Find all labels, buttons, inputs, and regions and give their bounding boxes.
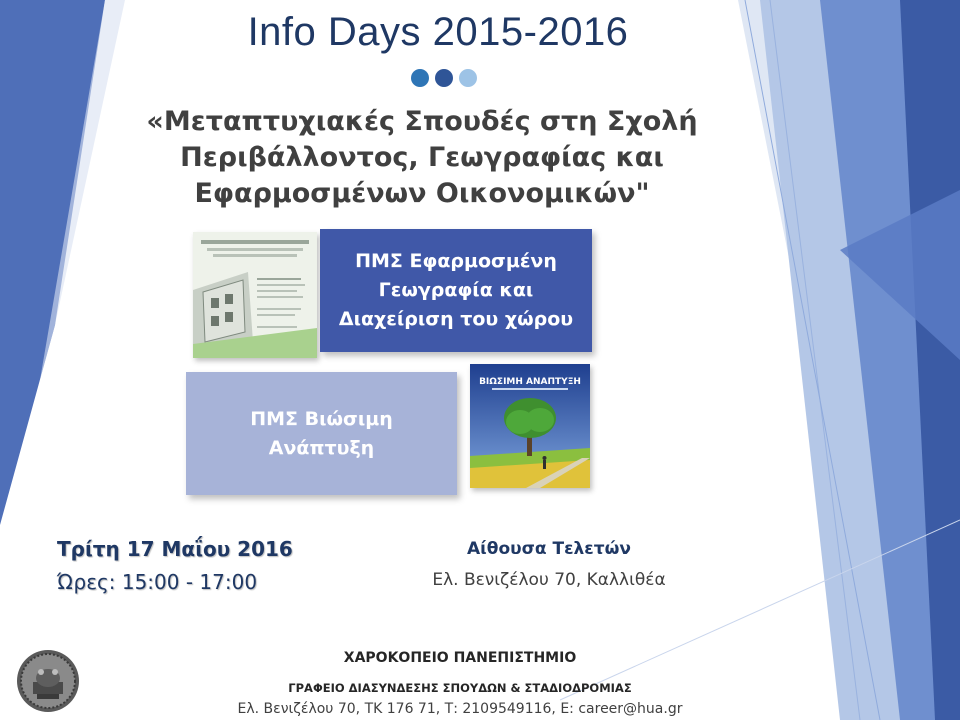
dot-3 <box>459 69 477 87</box>
dot-1 <box>411 69 429 87</box>
program-1-line-2: Γεωγραφία και <box>378 279 534 301</box>
event-date: Τρίτη 17 Μαΐου 2016 <box>57 537 293 561</box>
program-2-line-1: ΠΜΣ Βιώσιμη <box>250 407 393 430</box>
event-address: Ελ. Βενιζέλου 70, Καλλιθέα <box>432 570 666 590</box>
event-venue: Αίθουσα Τελετών <box>467 539 631 559</box>
cover-sustainable-title: ΒΙΩΣΙΜΗ ΑΝΑΠΤΥΞΗ <box>479 377 581 387</box>
subtitle-line-1: «Μεταπτυχιακές Σπουδές στη Σχολή <box>146 106 698 137</box>
program-cover-geography <box>193 232 317 358</box>
subtitle <box>120 104 724 212</box>
subtitle-line-2: Περιβάλλοντος, Γεωγραφίας και <box>180 142 664 173</box>
office-name: ΓΡΑΦΕΙΟ ΔΙΑΣΥΝΔΕΣΗΣ ΣΠΟΥΔΩΝ & ΣΤΑΔΙΟΔΡΟΜΙΑΣ <box>288 681 632 695</box>
program-box-sustainable-development[interactable] <box>186 372 457 495</box>
left-band <box>0 0 105 525</box>
program-cover-sustainable <box>470 364 590 488</box>
program-1-line-1: ΠΜΣ Εφαρμοσμένη <box>355 250 557 272</box>
title-dots <box>411 69 477 87</box>
program-box-applied-geography[interactable] <box>320 229 592 352</box>
contact-info: Ελ. Βενιζέλου 70, ΤΚ 176 71, Τ: 2109549116, Ε: career@hua.gr <box>237 701 683 717</box>
subtitle-line-3: Εφαρμοσμένων Οικονομικών" <box>194 178 650 209</box>
cover-geography-image <box>193 232 317 358</box>
university-name: ΧΑΡΟΚΟΠΕΙΟ ΠΑΝΕΠΙΣΤΗΜΙΟ <box>343 650 577 666</box>
dot-2 <box>435 69 453 87</box>
page-title: Info Days 2015-2016 <box>247 10 629 54</box>
program-2-line-2: Ανάπτυξη <box>268 436 375 459</box>
cover-sustainable-image <box>470 364 590 488</box>
event-hours: Ώρες: 15:00 - 17:00 <box>57 570 258 594</box>
program-1-line-3: Διαχείριση του χώρου <box>338 308 574 330</box>
university-logo-icon <box>15 648 81 714</box>
